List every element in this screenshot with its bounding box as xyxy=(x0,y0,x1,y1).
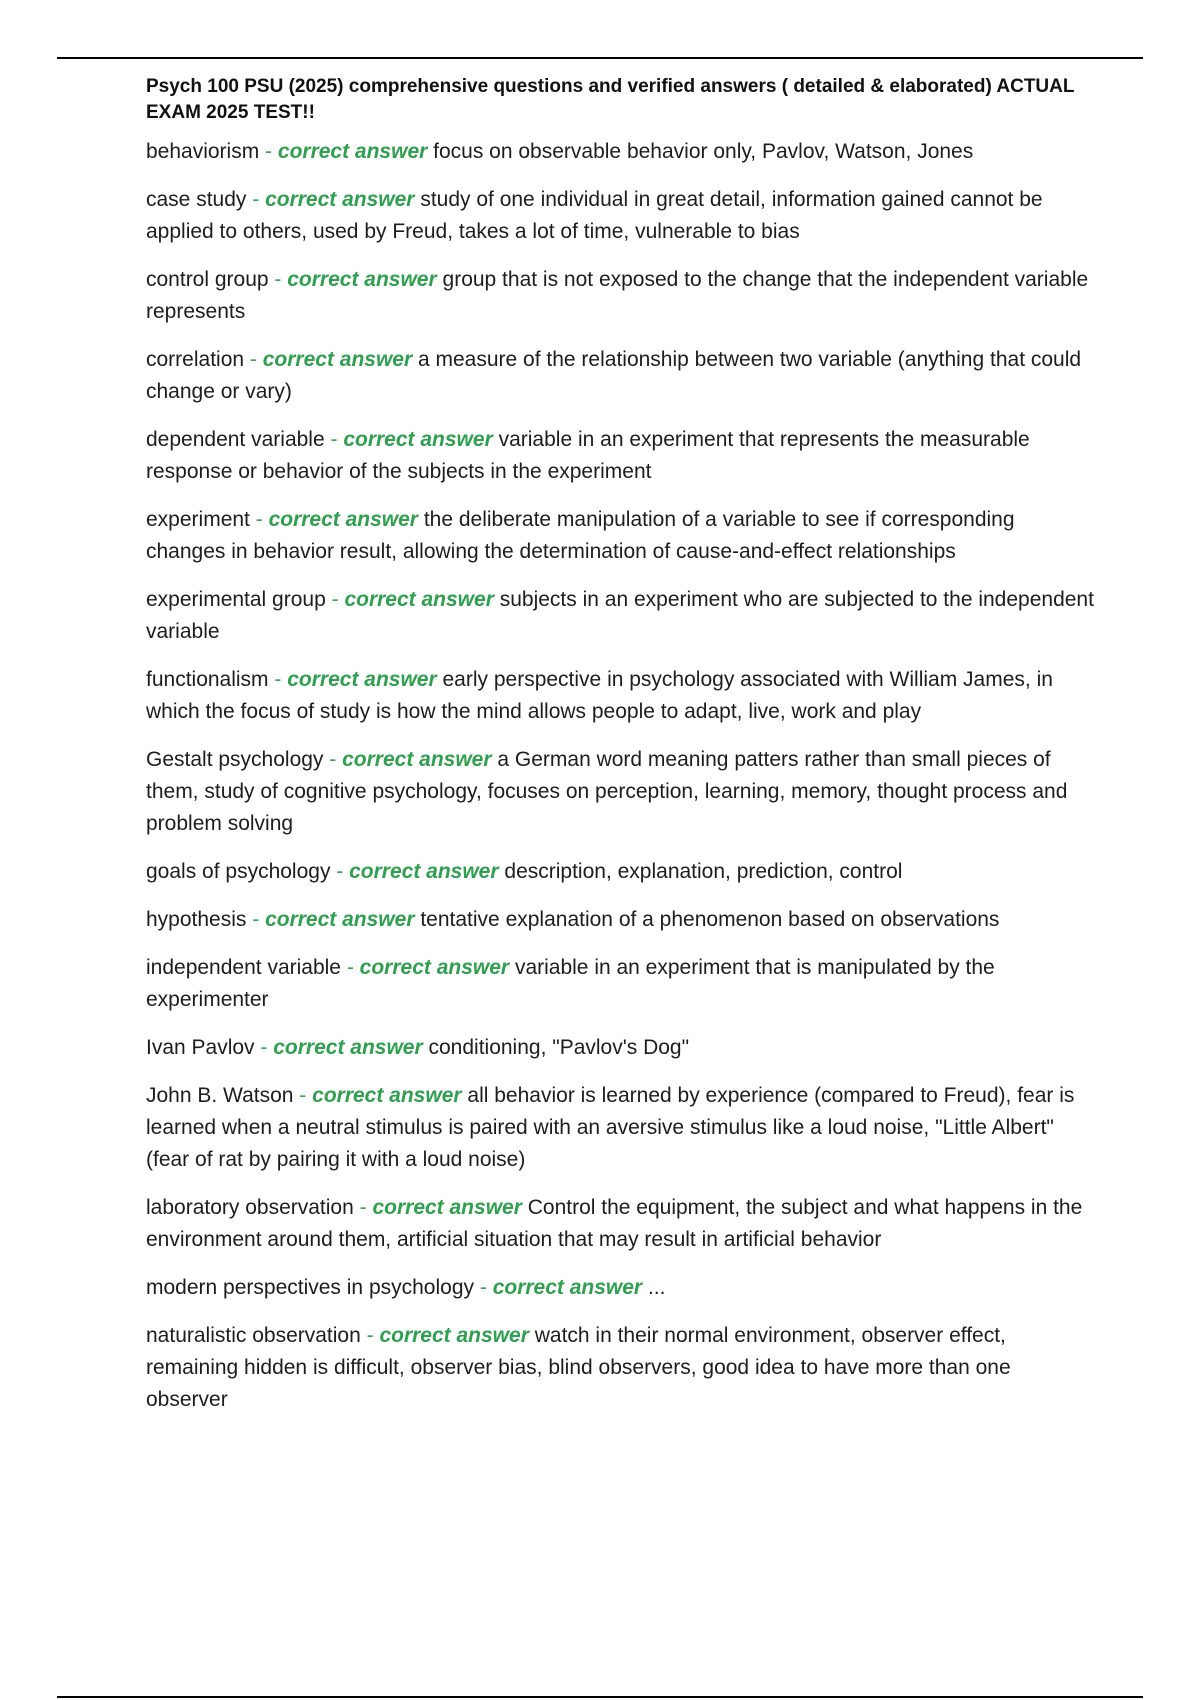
answer-tag: correct answer xyxy=(287,268,437,291)
entry-definition: the deliberate manipulation of a variable to see if corresponding changes in behavior result, allowing the determination of cause-and-effect relationships xyxy=(146,508,1015,563)
entry-definition: ... xyxy=(647,1276,666,1299)
entry-definition: focus on observable behavior only, Pavlov, Watson, Jones xyxy=(433,140,974,163)
entry-definition: a German word meaning patters rather than small pieces of them, study of cognitive psychology, focuses on perception, learning, memory, thought process and problem solving xyxy=(146,748,1068,835)
entry-term: correlation xyxy=(146,348,245,371)
entry-term: laboratory observation xyxy=(146,1196,354,1219)
entry-definition: tentative explanation of a phenomenon based on observations xyxy=(420,908,1000,931)
entry-definition: variable in an experiment that represents the measurable response or behavior of the subjects in the experiment xyxy=(146,428,1030,483)
answer-tag: correct answer xyxy=(342,748,492,771)
entry-term: hypothesis xyxy=(146,908,247,931)
entry-definition: variable in an experiment that is manipulated by the experimenter xyxy=(146,956,995,1011)
entry-separator: - xyxy=(323,748,343,771)
entry-separator: - xyxy=(246,188,266,211)
entry-separator: - xyxy=(254,1036,274,1059)
entry-separator: - xyxy=(353,1196,373,1219)
answer-tag: correct answer xyxy=(277,140,428,163)
answer-tag: correct answer xyxy=(262,348,413,371)
entry-separator: - xyxy=(268,668,288,691)
entry-term: Gestalt psychology xyxy=(146,748,324,771)
entry xyxy=(146,664,1096,728)
entry-definition: all behavior is learned by experience (compared to Freud), fear is learned when a neutral stimulus is paired with an aversive stimulus like a loud noise, "Little Albert" (fear of rat by pairing it with a loud noise) xyxy=(146,1084,1075,1171)
bottom-rule xyxy=(57,1696,1143,1698)
entry-definition: watch in their normal environment, observer effect, remaining hidden is difficult, observer bias, blind observers, good idea to have more than one observer xyxy=(146,1324,1011,1411)
entry xyxy=(146,504,1096,568)
entry-separator: - xyxy=(268,268,288,291)
answer-tag: correct answer xyxy=(379,1324,529,1347)
entry xyxy=(146,344,1096,408)
answer-tag: correct answer xyxy=(287,668,437,691)
entry xyxy=(146,264,1096,328)
entry-definition: a measure of the relationship between two variable (anything that could change or vary) xyxy=(146,348,1082,403)
entry-separator: - xyxy=(246,908,266,931)
entry-separator: - xyxy=(324,428,344,451)
answer-tag: correct answer xyxy=(344,588,494,611)
entry-term: control group xyxy=(146,268,269,291)
entry-definition: early perspective in psychology associated with William James, in which the focus of study is how the mind allows people to adapt, live, work and play xyxy=(146,668,1053,723)
entry-term: Ivan Pavlov xyxy=(146,1036,255,1059)
entry-definition: Control the equipment, the subject and what happens in the environment around them, artificial situation that may result in artificial behavior xyxy=(146,1196,1083,1251)
entry-separator: - xyxy=(244,348,263,371)
entry xyxy=(146,952,1096,1016)
answer-tag: correct answer xyxy=(372,1196,522,1219)
entry-definition: group that is not exposed to the change that the independent variable represents xyxy=(146,268,1089,323)
entry-separator: - xyxy=(360,1324,380,1347)
entry-term: experimental group xyxy=(146,588,326,611)
answer-tag: correct answer xyxy=(312,1084,462,1107)
answer-tag: correct answer xyxy=(265,908,415,931)
entry-definition: subjects in an experiment who are subjected to the independent variable xyxy=(146,588,1094,643)
entry xyxy=(146,424,1096,488)
entry-separator: - xyxy=(325,588,345,611)
entry-term: goals of psychology xyxy=(146,860,331,883)
entry-definition: study of one individual in great detail, information gained cannot be applied to others, used by Freud, takes a lot of time, vulnerable to bias xyxy=(146,188,1043,243)
entry xyxy=(146,584,1096,648)
entry-term: independent variable xyxy=(146,956,341,979)
entry-term: John B. Watson xyxy=(146,1084,294,1107)
entry xyxy=(146,904,1096,936)
entry xyxy=(146,1320,1096,1416)
answer-tag: correct answer xyxy=(273,1036,423,1059)
answer-tag: correct answer xyxy=(492,1276,643,1299)
entry-separator: - xyxy=(259,140,278,163)
entry-term: naturalistic observation xyxy=(146,1324,361,1347)
entry xyxy=(146,136,1096,168)
entry xyxy=(146,184,1096,248)
entry-separator: - xyxy=(474,1276,493,1299)
entry-definition: description, explanation, prediction, control xyxy=(504,860,903,883)
answer-tag: correct answer xyxy=(359,956,510,979)
entry-separator: - xyxy=(293,1084,313,1107)
entry-separator: - xyxy=(249,508,269,531)
answer-tag: correct answer xyxy=(349,860,499,883)
answer-tag: correct answer xyxy=(343,428,493,451)
answer-tag: correct answer xyxy=(268,508,418,531)
top-rule xyxy=(57,57,1143,59)
entry-separator: - xyxy=(330,860,350,883)
entry xyxy=(146,1032,1096,1064)
entry xyxy=(146,1272,1096,1304)
entry-term: functionalism xyxy=(146,668,269,691)
entry-term: modern perspectives in psychology xyxy=(146,1276,475,1299)
entry-definition: conditioning, "Pavlov's Dog" xyxy=(428,1036,690,1059)
entry-term: experiment xyxy=(146,508,250,531)
entry-separator: - xyxy=(341,956,360,979)
entry xyxy=(146,744,1096,840)
answer-tag: correct answer xyxy=(265,188,415,211)
document-title: Psych 100 PSU (2025) comprehensive questions and verified answers ( detailed & elaborated) ACTUAL EXAM 2025 TEST!! xyxy=(146,76,1075,123)
entry xyxy=(146,1192,1096,1256)
document-body xyxy=(146,74,1096,1432)
entry-term: dependent variable xyxy=(146,428,325,451)
entry xyxy=(146,1080,1096,1176)
entry xyxy=(146,856,1096,888)
entry-term: behaviorism xyxy=(146,140,260,163)
entry-term: case study xyxy=(146,188,247,211)
